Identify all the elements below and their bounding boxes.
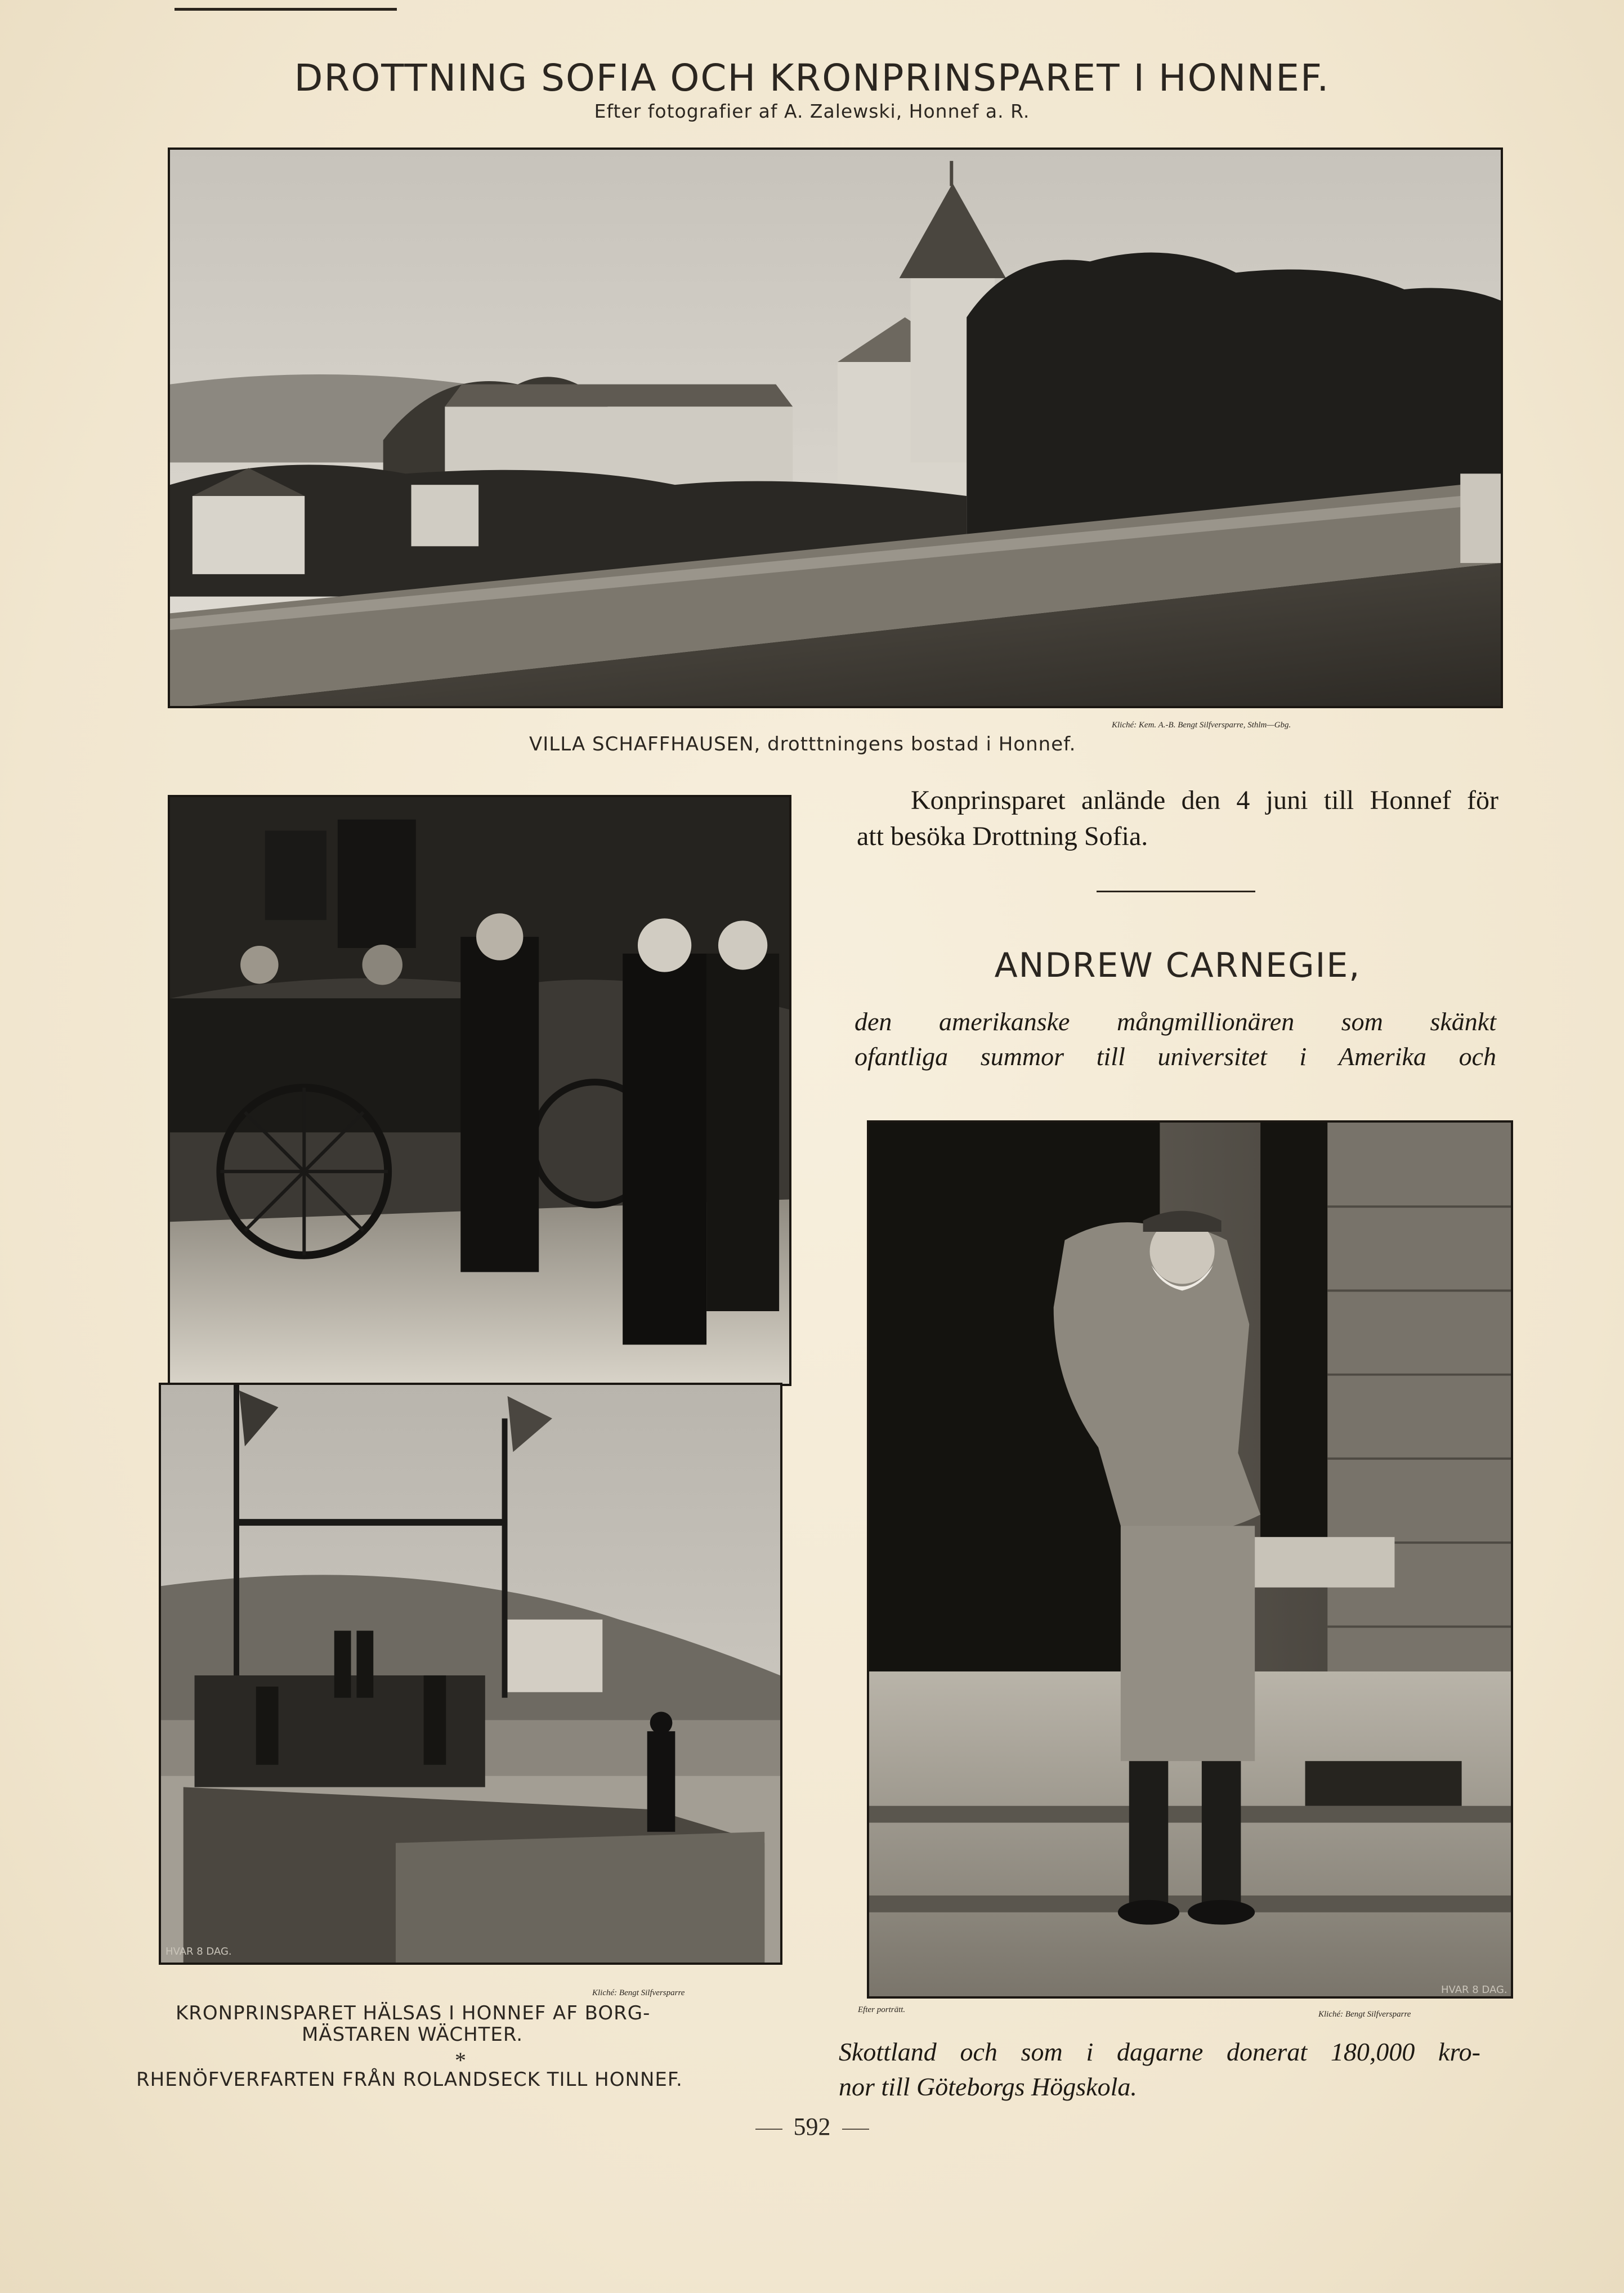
intro-line-1: Konprinsparet anlände den 4 juni till Honnef för [911,785,1498,815]
top-rule [175,8,397,11]
carnegie-photo-credit-left: Efter porträtt. [858,2005,906,2014]
carnegie-intro-text [854,1004,1496,1074]
page-number-dash-right [842,2129,869,2130]
carriage-caption-line-2: MÄSTAREN WÄCHTER. [302,2023,524,2046]
villa-photo-caption: VILLA SCHAFFHAUSEN, drotttningens bostad i Honnef. [529,733,1076,756]
carnegie-closing-text [839,2035,1480,2104]
page-subtitle: Efter fotografier af A. Zalewski, Honnef a. R. [594,100,1030,122]
photo-rhine-ferry [159,1383,782,1965]
page-number [0,2112,1624,2141]
carriage-photo-art [170,797,789,1384]
carnegie-photo-credit-right: Kliché: Bengt Silfversparre [1318,2010,1411,2019]
carnegie-line-1: den amerikanske mångmillionären som skänkt [854,1007,1496,1036]
photo-andrew-carnegie [867,1120,1513,1999]
villa-photo-credit: Kliché: Kem. A.-B. Bengt Silfversparre, Sthlm—Gbg. [1112,721,1291,730]
carnegie-photo-art [869,1123,1511,1996]
page-number-value: 592 [793,2113,831,2140]
carnegie-line-3: Skottland och som i dagarne donerat 180,000 kro- [839,2037,1480,2066]
ferry-caption: RHENÖFVERFARTEN FRÅN ROLANDSECK TILL HONNEF. [136,2068,683,2091]
carnegie-heading: ANDREW CARNEGIE, [994,946,1361,985]
intro-paragraph [857,783,1498,855]
page-number-dash-left [755,2129,782,2130]
carriage-caption-line-1: KRONPRINSPARET HÄLSAS I HONNEF AF BORG- [176,2002,651,2024]
caption-separator-asterisk: * [455,2048,466,2073]
ferry-photo-watermark: HVAR 8 DAG. [165,1946,232,1957]
carnegie-line-2: ofantliga summor till universitet i Amerika och [854,1042,1496,1071]
ferry-photo-credit: Kliché: Bengt Silfversparre [592,1988,685,1997]
carnegie-photo-watermark: HVAR 8 DAG. [1441,1984,1507,1996]
photo-villa-schaffhausen [168,147,1503,708]
ferry-photo-art [161,1385,780,1963]
section-divider [1097,891,1255,892]
photo-carriage-greeting [168,795,791,1386]
intro-line-2: att besöka Drottning Sofia. [857,821,1148,851]
carnegie-line-4: nor till Göteborgs Högskola. [839,2072,1137,2101]
page-title: DROTTNING SOFIA OCH KRONPRINSPARET I HONNEF. [294,56,1330,100]
villa-photo-art [170,150,1501,706]
